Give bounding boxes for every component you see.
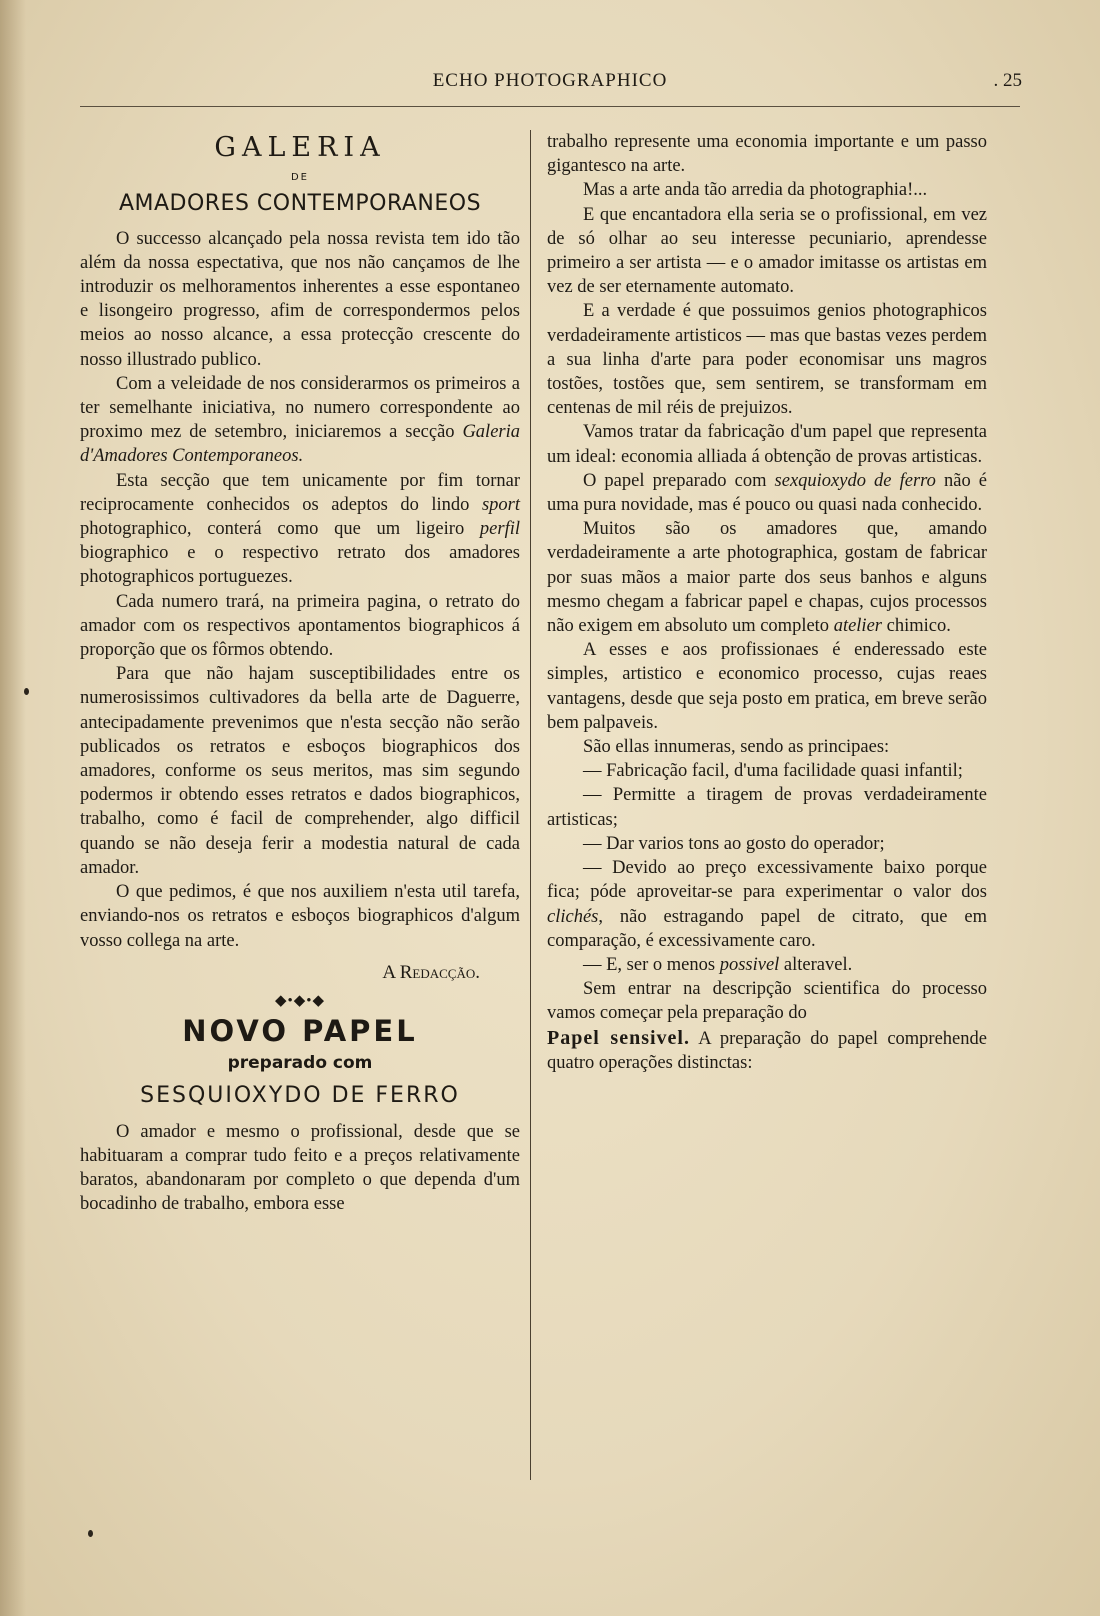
- right-p7-b: chimico.: [886, 616, 951, 637]
- galeria-connector: DE: [290, 172, 310, 184]
- right-paragraph-16: [547, 1026, 987, 1075]
- advantage-item-2: — Permitte a tiragem de provas verdadeiramente artisticas;: [547, 785, 987, 830]
- galeria-paragraph-2-text: Com a veleidade de nos considerarmos os primeiros a ter semelhante iniciativa, no numero correspondente ao proximo mez de setembro, iniciaremos a secção: [80, 373, 520, 443]
- adv4-italic: clichés: [547, 906, 599, 927]
- galeria-p3-b: photographico, conterá como que um ligeiro: [80, 519, 465, 540]
- right-paragraph-3: E que encantadora ella seria se o profissional, em vez de só olhar ao seu interesse pecuniario, aprendesse primeiro a ser artista — e o amador imitasse os artistas em vez de ser eternamente automato.: [547, 204, 987, 298]
- advantage-item-3: — Dar varios tons ao gosto do operador;: [583, 833, 885, 854]
- right-paragraph-8: A esses e aos profissionaes é enderessado este simples, artistico e economico processo, cujas reaes vantagens, desde que seja posto em pratica, em breve serão bem palpaveis.: [547, 640, 987, 733]
- galeria-p3-italic-perfil: perfil: [479, 519, 521, 540]
- page-number: . 25: [993, 70, 1022, 91]
- galeria-section-name: Galeria d'Amadores Contemporaneos.: [80, 422, 520, 467]
- galeria-paragraph-5: Para que não hajam susceptibilidades entre os numerosissimos cultivadores da bella arte de Daguerre, antecipadamente prevenimos que n'esta secção não serão publicados os retratos e esboços biographicos dos amadores, conforme os seus meritos, mas sim segundo podermos ir obtendo esses retratos e dados biographicos, trabalho, como é facil de comprehender, algo difficil quando se não deseja ferir a modestia natural de cada amador.: [80, 664, 520, 878]
- margin-mark: [24, 688, 29, 695]
- right-paragraph-4: E a verdade é que possuimos genios photographicos verdadeiramente artisticos — mas que bastas vezes perdem a sua linha d'arte para poder economisar uns magros tostões, tostões que, sem sentirem, se transformam em centenas de mil réis de prejuizos.: [547, 301, 987, 419]
- right-paragraph-6: [547, 469, 987, 517]
- novo-paragraph-1: O amador e mesmo o profissional, desde que se habituaram a comprar tudo feito e a preços relativamente baratos, abandonaram por completo o que dependa d'um bocadinho de trabalho, embora esse: [80, 1121, 520, 1215]
- signature: A Redacção.: [382, 961, 480, 983]
- galeria-paragraph-2: [80, 372, 520, 469]
- right-p16-b: A preparação do papel comprehende quatro operações distinctas:: [547, 1028, 987, 1073]
- margin-mark: [88, 1530, 93, 1537]
- adv5-b: alteravel.: [783, 954, 853, 975]
- column-divider: [530, 130, 531, 1480]
- right-p7-a: Muitos são os amadores que, amando verdadeiramente a arte photographica, gostam de fabricar por suas mãos a maior parte dos seus banhos e alguns mesmo chegam a fabricar papel e chapas, cujos processos não exigem em absoluto um completo: [547, 519, 987, 637]
- galeria-paragraph-6: O que pedimos, é que nos auxiliem n'esta util tarefa, enviando-nos os retratos e esboços biographicos d'algum vosso collega na arte.: [80, 882, 520, 951]
- galeria-p3-c: biographico e o respectivo retrato dos amadores photographicos portuguezes.: [80, 543, 520, 588]
- galeria-p3-italic-sport: sport: [481, 494, 520, 515]
- galeria-paragraph-3: [80, 469, 520, 590]
- galeria-paragraph-1: O successo alcançado pela nossa revista tem ido tão além da nossa espectativa, que nos não cançamos de lhe introduzir os melhoramentos inherentes a esse espontaneo e lisongeiro progresso, afim de correspondermos pelos meios ao nosso alcance, a essa protecção crescente do nosso illustrado publico.: [80, 228, 520, 370]
- journal-title: ECHO PHOTOGRAPHICO: [432, 70, 668, 91]
- right-p6-b: não é uma pura novidade, mas é pouco ou quasi nada conhecido.: [547, 470, 987, 516]
- galeria-title: GALERIA: [214, 132, 386, 163]
- right-column: [547, 130, 987, 1075]
- advantage-item-1: — Fabricação facil, d'uma facilidade quasi infantil;: [583, 761, 963, 782]
- papel-sensivel-heading: Papel sensivel.: [547, 1026, 690, 1049]
- ornament-divider: ◆•◆•◆: [274, 992, 326, 1009]
- advantage-item-5: [547, 953, 987, 977]
- galeria-subtitle: AMADORES CONTEMPORANEOS: [118, 191, 482, 217]
- novo-papel-title: NOVO PAPEL: [182, 1014, 418, 1049]
- header-rule: [80, 106, 1020, 107]
- right-p7-italic: atelier: [833, 616, 882, 637]
- sesquioxydo-subtitle: SESQUIOXYDO DE FERRO: [140, 1082, 460, 1108]
- adv5-a: — E, ser o menos: [583, 954, 716, 975]
- left-column: [80, 130, 520, 1217]
- running-head: [78, 70, 1022, 96]
- right-paragraph-9: São ellas innumeras, sendo as principaes:: [583, 737, 890, 758]
- right-paragraph-15: Sem entrar na descripção scientifica do processo vamos começar pela preparação do: [547, 979, 987, 1024]
- right-paragraph-5: Vamos tratar da fabricação d'um papel que representa um ideal: economia alliada á obtenção de provas artisticas.: [547, 422, 987, 467]
- adv4-a: — Devido ao preço excessivamente baixo porque fica; póde aproveitar-se para experimentar o valor dos: [547, 858, 987, 903]
- preparado-subtitle: preparado com: [227, 1053, 373, 1074]
- galeria-paragraph-4: Cada numero trará, na primeira pagina, o retrato do amador com os respectivos apontamentos biographicos á proporção que os fôrmos obtendo.: [80, 591, 520, 661]
- right-p6-a: O papel preparado com: [583, 470, 767, 491]
- right-paragraph-7: [547, 517, 987, 638]
- advantage-item-4: [547, 856, 987, 953]
- right-paragraph-1: trabalho represente uma economia importante e um passo gigantesco na arte.: [547, 132, 987, 177]
- adv5-italic: possivel: [719, 954, 780, 975]
- galeria-p3-a: Esta secção que tem unicamente por fim tornar reciprocamente conhecidos os adeptos do lindo: [80, 470, 520, 515]
- right-p6-italic: sexquioxydo de ferro: [774, 470, 936, 491]
- adv4-b: , não estragando papel de citrato, que em comparação, é excessivamente caro.: [547, 906, 987, 951]
- binding-shadow: [0, 0, 26, 1616]
- right-paragraph-2: Mas a arte anda tão arredia da photographia!...: [583, 180, 928, 201]
